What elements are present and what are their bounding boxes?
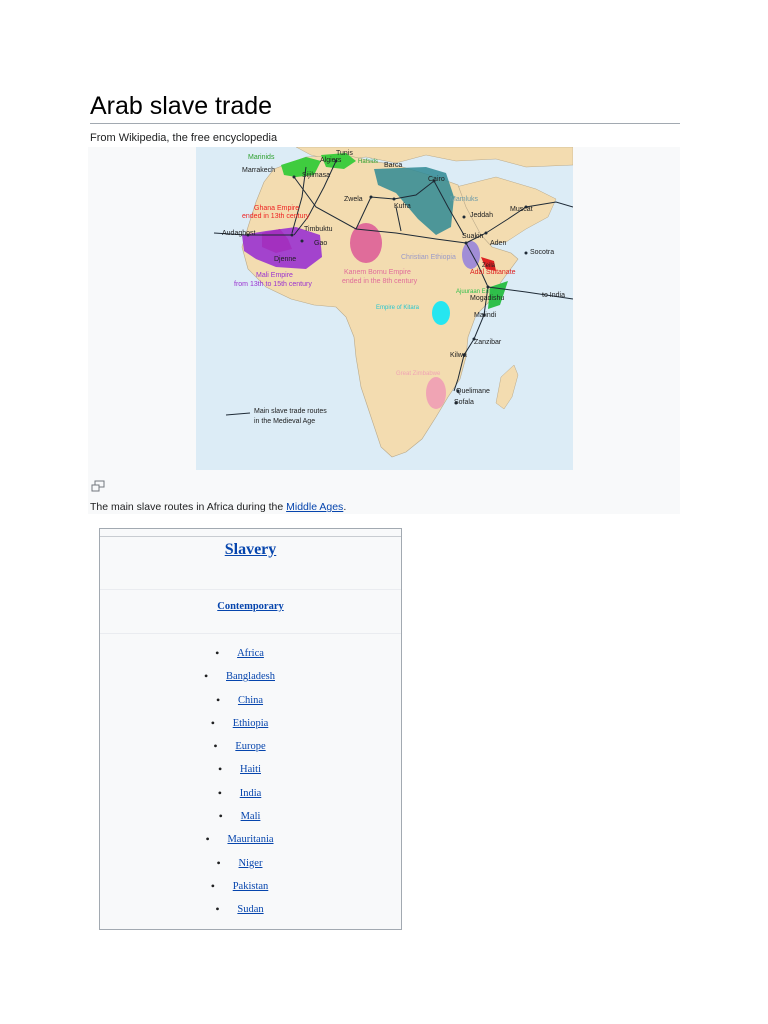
page-title: Arab slave trade <box>90 92 680 124</box>
map-label-aden: Aden <box>490 240 507 247</box>
map-label-socotra: Socotra <box>530 249 555 256</box>
map-label-suakin: Suakin <box>462 233 484 240</box>
africa-slave-routes-map[interactable] <box>196 147 573 470</box>
map-label-sijilmasa: Sijilmasa <box>302 172 331 179</box>
navbox-link-africa[interactable]: • Africa <box>237 648 264 659</box>
contemporary-link[interactable]: Contemporary <box>217 601 284 612</box>
map-label-great-zimbabwe: Great Zimbabwe <box>396 371 441 377</box>
map-label-mali-2: from 13th to 15th century <box>234 281 312 288</box>
list-item <box>100 828 401 851</box>
map-label-hafsids: Hafsids <box>358 159 379 165</box>
list-item <box>100 712 401 735</box>
map-label-marrakech: Marrakech <box>242 167 276 174</box>
map-label-mogadishu: Mogadishu <box>470 295 505 302</box>
map-label-cairo: Cairo <box>428 176 445 183</box>
navbox-link-mauritania[interactable]: • Mauritania <box>227 834 273 845</box>
map-label-ghana-1: Ghana Empire <box>254 205 300 212</box>
navbox-divider <box>100 633 401 634</box>
map-label-kitara: Empire of Kitara <box>376 305 420 311</box>
map-label-christian-ethiopia: Christian Ethiopia <box>401 254 456 261</box>
map-label-audaghost: Audaghost <box>222 230 256 237</box>
list-item <box>100 898 401 921</box>
map-label-ajuuraan: Ajuuraan Empire <box>456 289 501 295</box>
slavery-link[interactable]: Slavery <box>224 541 277 558</box>
map-label-muscat: Muscat <box>510 206 533 213</box>
navbox-link-pakistan[interactable]: • Pakistan <box>233 881 269 892</box>
page-subtitle: From Wikipedia, the free encyclopedia <box>90 132 278 144</box>
map-label-jeddah: Jeddah <box>470 212 493 219</box>
navbox-link-mali[interactable]: • Mali <box>241 811 261 822</box>
map-label-kufra: Kufra <box>394 203 411 210</box>
navbox-link-niger[interactable]: • Niger <box>239 858 263 869</box>
caption-end: . <box>343 501 347 513</box>
map-label-mamluks: Mamluks <box>450 196 479 203</box>
navbox-link-ethiopia[interactable]: • Ethiopia <box>233 718 269 729</box>
navbox-list <box>100 642 401 922</box>
navbox-link-bangladesh[interactable]: • Bangladesh <box>226 671 275 682</box>
map-label-timbuktu: Timbuktu <box>304 226 333 233</box>
navbox-link-china[interactable]: • China <box>238 695 263 706</box>
navbox-subtitle <box>100 601 401 612</box>
map-label-djenne: Djenne <box>274 256 297 263</box>
list-item <box>100 782 401 805</box>
list-item <box>100 875 401 898</box>
map-label-kilwa: Kilwa <box>450 352 467 359</box>
map-label-marinids: Marinids <box>248 154 275 161</box>
map-legend-line-1: Main slave trade routes <box>254 408 327 415</box>
navbox-title <box>100 541 401 559</box>
map-legend-line-2: in the Medieval Age <box>254 418 316 425</box>
map-label-barca: Barca <box>384 162 403 169</box>
map-label-zanzibar: Zanzibar <box>474 339 502 346</box>
list-item <box>100 735 401 758</box>
map-label-malindi: Malindi <box>474 312 497 319</box>
caption-text: The main slave routes in Africa during the <box>90 501 287 513</box>
navbox-link-haiti[interactable]: • Haiti <box>240 764 261 775</box>
map-label-adal: Adal Sultanate <box>470 269 516 276</box>
navbox-link-india[interactable]: • India <box>240 788 262 799</box>
map-label-algiers: Algiers <box>320 157 342 164</box>
map-label-mali-1: Mali Empire <box>256 272 293 279</box>
map-label-to-india: to India <box>542 292 565 299</box>
figure-caption <box>90 501 346 513</box>
middle-ages-link[interactable]: Middle Ages <box>286 501 344 513</box>
map-label-zeila: Zeila <box>482 263 496 269</box>
map-label-kanem-2: ended in the 8th century <box>342 278 418 285</box>
list-item <box>100 665 401 688</box>
list-item <box>100 642 401 665</box>
list-item <box>100 758 401 781</box>
map-label-tunis: Tunis <box>336 150 353 157</box>
navbox-divider <box>100 589 401 590</box>
map-label-ghana-2: ended in 13th century <box>242 213 310 220</box>
list-item <box>100 689 401 712</box>
slavery-navbox <box>99 528 402 930</box>
navbox-link-sudan[interactable]: • Sudan <box>237 904 263 915</box>
map-figure <box>88 147 680 514</box>
navbox-link-europe[interactable]: • Europe <box>235 741 265 752</box>
map-label-kanem-1: Kanem Bornu Empire <box>344 269 411 276</box>
map-label-gao: Gao <box>314 240 328 247</box>
navbox-top-bar <box>100 529 401 537</box>
list-item <box>100 852 401 875</box>
map-label-quelimane: Quelimane <box>456 388 490 395</box>
list-item <box>100 805 401 828</box>
enlarge-icon[interactable] <box>91 480 105 492</box>
map-label-sofala: Sofala <box>454 399 474 406</box>
map-label-zwela: Zwela <box>344 196 363 203</box>
